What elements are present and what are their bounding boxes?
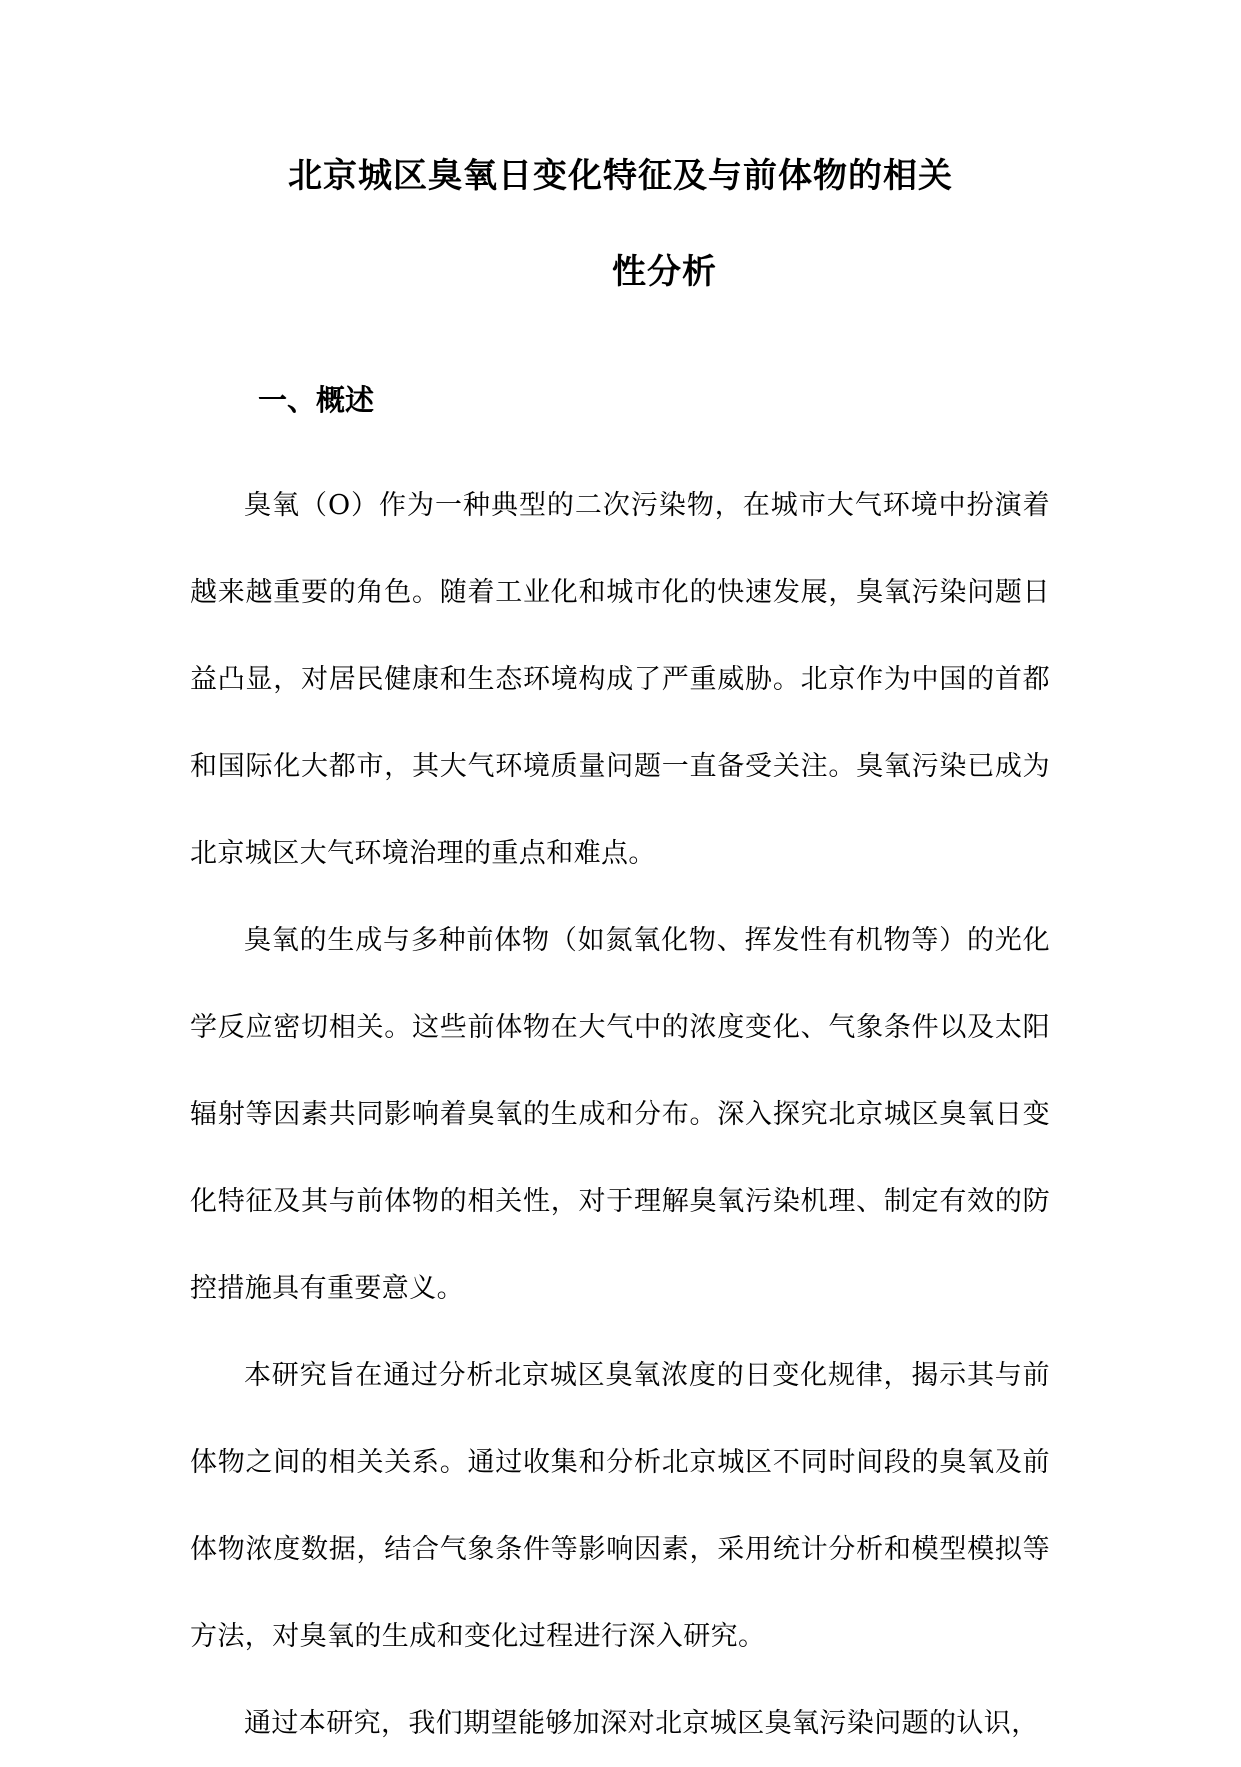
document-title-line-1: 北京城区臭氧日变化特征及与前体物的相关 bbox=[288, 156, 953, 196]
paragraph-text: 臭氧（O）作为一种典型的二次污染物，在城市大气环境中扮演着越来越重要的角色。随着工业化和城市化的快速发展，臭氧污染问题日益凸显，对居民健康和生态环境构成了严重威胁。北京作为中国的首都和国际化大都市，其大气环境质量问题一直备受关注。臭氧污染已成为北京城区大气环境治理的重点和难点。 bbox=[190, 490, 1050, 869]
paragraph-1 bbox=[190, 462, 1050, 897]
document-title-line-2: 性分析 bbox=[612, 252, 717, 292]
paragraph-text: 臭氧的生成与多种前体物（如氮氧化物、挥发性有机物等）的光化学反应密切相关。这些前体物在大气中的浓度变化、气象条件以及太阳辐射等因素共同影响着臭氧的生成和分布。深入探究北京城区臭氧日变化特征及其与前体物的相关性，对于理解臭氧污染机理、制定有效的防控措施具有重要意义。 bbox=[190, 925, 1050, 1304]
section-heading: 一、概述 bbox=[258, 383, 375, 417]
paragraph-text: 本研究旨在通过分析北京城区臭氧浓度的日变化规律，揭示其与前体物之间的相关关系。通过收集和分析北京城区不同时间段的臭氧及前体物浓度数据，结合气象条件等影响因素，采用统计分析和模型模拟等方法，对臭氧的生成和变化过程进行深入研究。 bbox=[190, 1360, 1050, 1652]
paragraph-text: 通过本研究，我们期望能够加深对北京城区臭氧污染问题的认识， bbox=[244, 1708, 1039, 1739]
paragraph-3 bbox=[190, 1332, 1050, 1680]
paragraph-2 bbox=[190, 897, 1050, 1332]
body-text bbox=[190, 462, 1050, 1767]
